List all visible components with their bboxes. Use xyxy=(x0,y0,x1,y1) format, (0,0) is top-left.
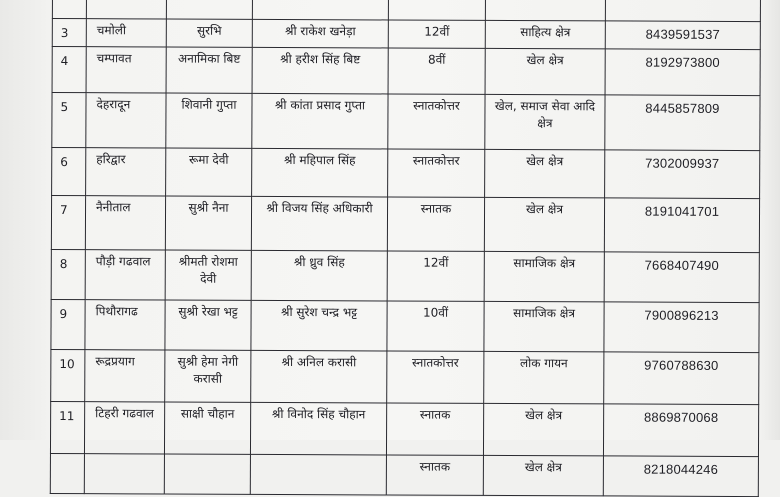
father-name-cell: श्री सुरेश चन्द्र भट्ट xyxy=(251,300,387,351)
education-cell: 8वीं xyxy=(388,48,485,94)
serial-cell xyxy=(50,453,84,493)
area-cell xyxy=(485,0,605,21)
education-cell xyxy=(388,0,485,20)
table-row xyxy=(51,196,759,253)
mobile-cell: 8445857809 xyxy=(605,95,760,151)
mobile-cell: 9760788630 xyxy=(604,352,759,405)
serial-cell: 9 xyxy=(51,299,85,349)
area-cell: साहित्य क्षेत्र xyxy=(485,20,605,49)
area-cell: सामाजिक क्षेत्र xyxy=(484,251,604,302)
father-name-cell: श्री महिपाल सिंह xyxy=(252,148,388,197)
name-cell: सुश्री हेमा नेगी करासी xyxy=(165,350,251,402)
table-row xyxy=(51,249,759,302)
serial-cell: 6 xyxy=(52,148,86,196)
father-name-cell: श्री विनोद सिंह चौहान xyxy=(250,402,386,455)
serial-cell xyxy=(52,0,86,19)
father-name-cell xyxy=(250,454,386,495)
district-cell: चम्पावत xyxy=(86,47,166,93)
area-cell: खेल, समाज सेवा आदि क्षेत्र xyxy=(485,94,605,150)
table-row xyxy=(52,148,760,199)
table-row xyxy=(52,19,760,50)
education-cell: 12वीं xyxy=(388,20,485,48)
education-cell: 12वीं xyxy=(387,251,484,301)
area-cell: खेल क्षेत्र xyxy=(485,48,605,95)
education-cell: स्नातकोत्तर xyxy=(387,351,484,403)
area-cell: लोक गायन xyxy=(484,351,604,404)
mobile-cell xyxy=(605,0,760,22)
area-cell: सामाजिक क्षेत्र xyxy=(484,301,604,352)
name-cell: सुश्री रेखा भट्ट xyxy=(165,300,251,350)
district-cell: रूद्रप्रयाग xyxy=(85,350,165,402)
father-name-cell: श्री विजय सिंह अधिकारी xyxy=(251,196,387,251)
district-cell: देहरादून xyxy=(86,93,166,148)
serial-cell: 8 xyxy=(51,249,85,299)
name-cell: रूमा देवी xyxy=(166,148,252,196)
serial-cell: 5 xyxy=(52,93,86,148)
name-cell: सुरभि xyxy=(166,19,252,47)
father-name-cell: श्री ध्रुव सिंह xyxy=(251,250,387,301)
mobile-cell: 8191041701 xyxy=(604,198,759,253)
serial-cell: 3 xyxy=(52,19,86,47)
serial-cell: 4 xyxy=(52,47,86,93)
table-row xyxy=(51,299,759,352)
father-name-cell: श्री हरीश सिंह बिष्ट xyxy=(252,47,388,94)
name-cell: अनामिका बिष्ट xyxy=(166,47,252,93)
district-cell: नैनीताल xyxy=(85,196,165,250)
mobile-cell: 7302009937 xyxy=(605,150,760,199)
father-name-cell: श्री कांता प्रसाद गुप्ता xyxy=(252,93,388,149)
name-cell xyxy=(164,454,250,494)
education-cell: स्नातकोत्तर xyxy=(388,149,485,197)
name-cell: श्रीमती रोशमा देवी xyxy=(165,250,251,300)
name-cell: सुश्री नैना xyxy=(165,196,251,250)
education-cell: स्नातक xyxy=(386,455,483,495)
father-name-cell: श्री राकेश खनेड़ा xyxy=(252,19,388,48)
serial-cell: 10 xyxy=(51,349,85,401)
name-cell: शिवानी गुप्ता xyxy=(166,93,252,148)
area-cell: खेल क्षेत्र xyxy=(484,197,604,252)
area-cell: खेल क्षेत्र xyxy=(483,455,603,496)
table-row xyxy=(52,47,760,96)
area-cell: खेल क्षेत्र xyxy=(485,149,605,198)
education-cell: स्नातकोत्तर xyxy=(388,94,485,149)
table-row xyxy=(50,453,758,496)
table-row xyxy=(50,401,758,456)
education-cell: स्नातक xyxy=(387,197,484,251)
serial-cell: 11 xyxy=(50,401,84,453)
district-cell: पौड़ी गढवाल xyxy=(85,250,165,300)
district-cell: चमोली xyxy=(86,19,166,47)
table-row xyxy=(52,93,760,151)
name-cell: साक्षी चौहान xyxy=(164,402,250,454)
district-cell: हरिद्वार xyxy=(86,148,166,196)
mobile-cell: 8869870068 xyxy=(603,404,758,457)
district-cell xyxy=(86,0,166,19)
father-name-cell xyxy=(252,0,388,20)
serial-cell: 7 xyxy=(51,196,85,250)
district-cell xyxy=(84,454,164,494)
father-name-cell: श्री अनिल करासी xyxy=(251,350,387,403)
table-row xyxy=(51,349,759,404)
mobile-cell: 8192973800 xyxy=(605,49,760,96)
education-cell: स्नातक xyxy=(386,403,483,455)
mobile-cell: 7900896213 xyxy=(604,302,759,353)
mobile-cell: 7668407490 xyxy=(604,252,759,303)
mobile-cell: 8218044246 xyxy=(603,456,758,497)
area-cell: खेल क्षेत्र xyxy=(483,403,603,456)
mobile-cell: 8439591537 xyxy=(605,21,760,50)
district-cell: पिथौरागढ xyxy=(85,300,165,350)
name-cell xyxy=(166,0,252,19)
education-cell: 10वीं xyxy=(387,301,484,351)
district-cell: टिहरी गढवाल xyxy=(84,402,164,454)
awardees-table xyxy=(50,0,761,497)
